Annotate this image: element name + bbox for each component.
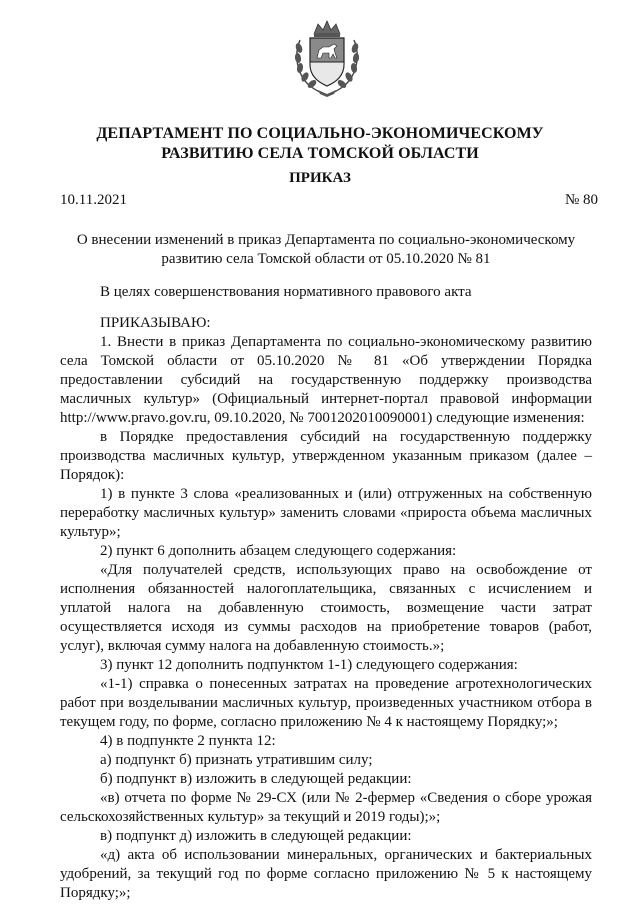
organization-name-line-1: ДЕПАРТАМЕНТ ПО СОЦИАЛЬНО-ЭКОНОМИЧЕСКОМУ xyxy=(96,125,544,142)
paragraph: 4) в подпункте 2 пункта 12: xyxy=(100,733,276,749)
paragraph: 2) пункт 6 дополнить абзацем следующего содержания: xyxy=(100,543,457,559)
document-number: № 80 xyxy=(564,192,598,208)
paragraph: б) подпункт в) изложить в следующей редакции: xyxy=(100,771,412,787)
document-type-title: ПРИКАЗ xyxy=(289,170,351,186)
purpose-paragraph: В целях совершенствования нормативного правового акта xyxy=(100,284,472,300)
document-body xyxy=(60,283,592,903)
paragraph: «Для получателей средств, использующих право на освобождение от исполнения обязанностей налогоплательщика, связанных с исчислением и уплатой налога на добавленную стоимость, возмещение части затрат осуществляется исходя из суммы расходов на приобретение товаров (работ, услуг), включая сумму налога на добавленную стоимость.»; xyxy=(60,562,592,654)
paragraph: «1-1) справка о понесенных затратах на проведение агротехнологических работ при возделывании масличных культур, произведенных участником отбора в текущем году, по форме, согласно приложению № 4 к настоящему Порядку;»; xyxy=(60,676,592,730)
organization-name-line-2: РАЗВИТИЮ СЕЛА ТОМСКОЙ ОБЛАСТИ xyxy=(161,145,479,162)
order-word: ПРИКАЗЫВАЮ: xyxy=(100,315,211,331)
document-subject-line-2: развитию села Томской области от 05.10.2020 № 81 xyxy=(161,251,491,267)
paragraph: 1. Внести в приказ Департамента по социально-экономическому развитию села Томской области от 05.10.2020 № 81 «Об утверждении Порядка предоставлении субсидий на государственную поддержку производства масличных культур» (Официальный интернет-портал правовой информации http://www.pravo.gov.ru, 09.10.2020, № 7001202010090001) следующие изменения: xyxy=(60,334,592,426)
paragraph: в) подпункт д) изложить в следующей редакции: xyxy=(100,828,412,844)
paragraph: в Порядке предоставления субсидий на государственную поддержку производства масличных культур, утвержденном указанным приказом (далее – Порядок): xyxy=(60,429,592,483)
paragraph: а) подпункт б) признать утратившим силу; xyxy=(100,752,373,768)
coat-of-arms-icon xyxy=(290,18,364,98)
paragraph: 1) в пункте 3 слова «реализованных и (или) отгруженных на собственную переработку масличных культур» заменить словами «прироста объема масличных культур»; xyxy=(60,486,592,540)
paragraph: «в) отчета по форме № 29-СХ (или № 2-фермер «Сведения о сборе урожая сельскохозяйственных культур» за текущий и 2019 годы);»; xyxy=(60,790,592,825)
document-date: 10.11.2021 xyxy=(60,192,127,208)
paragraph: 3) пункт 12 дополнить подпунктом 1-1) следующего содержания: xyxy=(100,657,518,673)
document-subject-line-1: О внесении изменений в приказ Департамента по социально-экономическому xyxy=(76,232,576,248)
paragraph: «д) акта об использовании минеральных, органических и бактериальных удобрений, за текущий год по форме согласно приложению № 5 к настоящему Порядку;»; xyxy=(60,847,592,901)
